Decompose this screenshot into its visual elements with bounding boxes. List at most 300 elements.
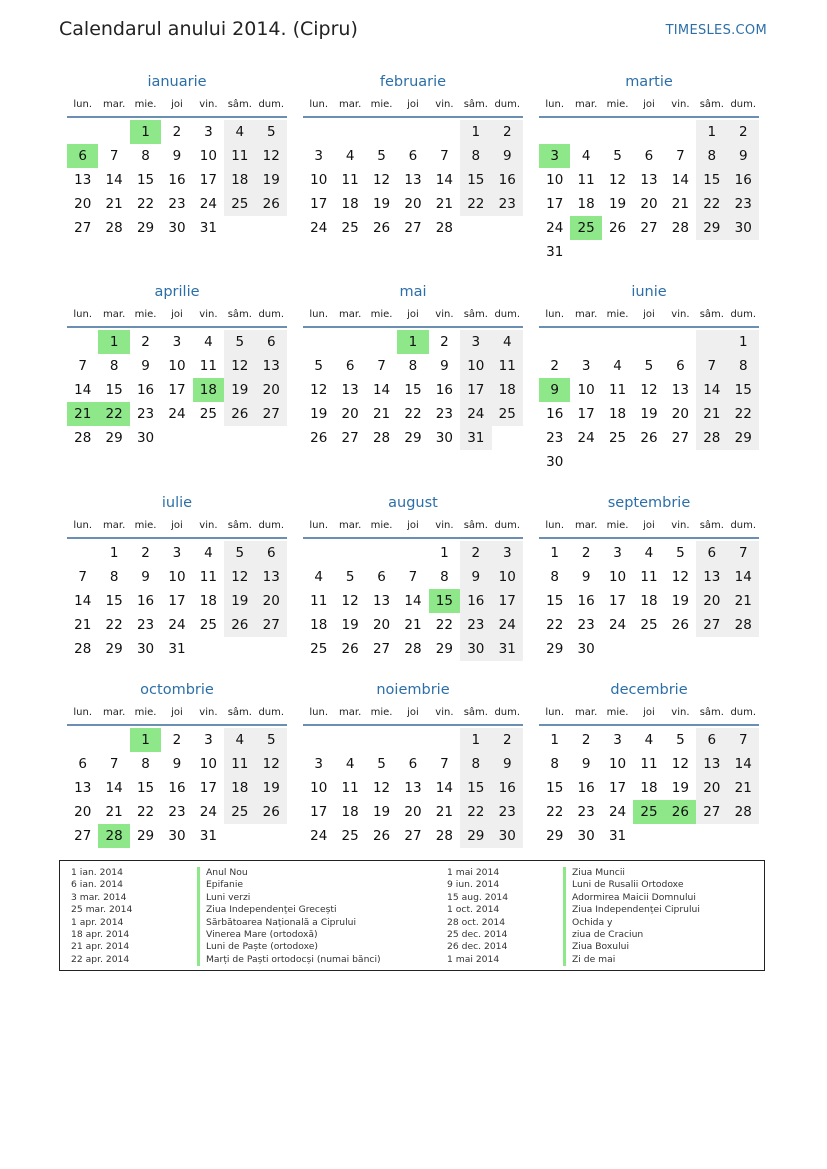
weekday-label: vin. bbox=[671, 309, 690, 320]
holiday-day: 9 bbox=[539, 378, 570, 402]
day: 4 bbox=[345, 756, 355, 772]
holiday-date: 18 apr. 2014 bbox=[71, 928, 130, 940]
header-rule bbox=[303, 537, 523, 539]
weekend-day: 18 bbox=[224, 168, 255, 192]
weekend-day: 12 bbox=[224, 565, 255, 589]
day: 23 bbox=[577, 617, 595, 633]
empty-day bbox=[397, 541, 428, 565]
empty-day bbox=[366, 330, 397, 354]
empty-day bbox=[633, 824, 664, 848]
day: 7 bbox=[78, 358, 87, 374]
day: 20 bbox=[404, 804, 422, 820]
day: 3 bbox=[314, 148, 323, 164]
weekday-label: vin. bbox=[671, 99, 690, 110]
day: 21 bbox=[671, 196, 689, 212]
empty-day bbox=[224, 824, 255, 848]
day: 12 bbox=[640, 382, 658, 398]
day: 5 bbox=[676, 732, 685, 748]
day: 10 bbox=[608, 756, 627, 772]
empty-day bbox=[334, 330, 365, 354]
day: 2 bbox=[141, 334, 150, 350]
weekday-label: sâm. bbox=[227, 309, 252, 320]
day: 29 bbox=[546, 828, 564, 844]
weekday-label: dum. bbox=[494, 520, 521, 531]
weekday-label: dum. bbox=[494, 309, 521, 320]
day: 3 bbox=[172, 545, 182, 561]
weekday-label: vin. bbox=[199, 309, 218, 320]
header-rule bbox=[539, 116, 759, 118]
empty-day bbox=[696, 240, 727, 264]
weekday-label: joi bbox=[643, 99, 655, 110]
day: 8 bbox=[141, 756, 150, 772]
weekend-day: 13 bbox=[696, 565, 727, 589]
holiday-day: 21 bbox=[67, 402, 98, 426]
day: 10 bbox=[310, 172, 328, 188]
weekend-day: 1 bbox=[460, 120, 491, 144]
holiday-day: 1 bbox=[397, 330, 428, 354]
empty-day bbox=[193, 637, 224, 661]
weekday-header bbox=[539, 305, 759, 325]
empty-day bbox=[67, 541, 98, 565]
day: 31 bbox=[199, 220, 217, 236]
weekend-day: 29 bbox=[460, 824, 491, 848]
holiday-day: 25 bbox=[633, 800, 664, 824]
day: 6 bbox=[644, 148, 654, 164]
empty-day bbox=[602, 330, 633, 354]
holiday-day: 28 bbox=[98, 824, 129, 848]
weekday-label: joi bbox=[407, 707, 419, 718]
holiday-name: Epifanie bbox=[197, 879, 381, 891]
day: 15 bbox=[404, 382, 422, 398]
weekend-day: 16 bbox=[728, 168, 759, 192]
empty-day bbox=[696, 450, 727, 474]
empty-day bbox=[728, 637, 759, 661]
day: 17 bbox=[168, 382, 186, 398]
weekend-day: 18 bbox=[492, 378, 523, 402]
weekend-day: 5 bbox=[224, 541, 255, 565]
weekday-label: dum. bbox=[258, 707, 285, 718]
weekday-header bbox=[539, 703, 759, 723]
empty-day bbox=[224, 426, 255, 450]
day: 20 bbox=[404, 196, 422, 212]
weekday-label: mie. bbox=[134, 707, 157, 718]
day: 4 bbox=[204, 334, 213, 350]
weekday-label: dum. bbox=[730, 520, 757, 531]
empty-day bbox=[256, 824, 287, 848]
day: 24 bbox=[168, 406, 186, 422]
day: 18 bbox=[577, 196, 595, 212]
day: 24 bbox=[310, 220, 328, 236]
day-grid bbox=[67, 728, 287, 848]
day: 10 bbox=[168, 569, 186, 585]
weekend-day: 21 bbox=[728, 776, 759, 800]
day: 30 bbox=[577, 828, 595, 844]
day: 19 bbox=[341, 617, 359, 633]
weekend-day: 24 bbox=[460, 402, 491, 426]
empty-day bbox=[193, 426, 224, 450]
weekend-day: 27 bbox=[256, 402, 287, 426]
empty-day bbox=[303, 541, 334, 565]
day: 12 bbox=[671, 756, 689, 772]
empty-day bbox=[633, 637, 664, 661]
day: 11 bbox=[640, 569, 658, 585]
month-name: iulie bbox=[161, 495, 193, 511]
day: 17 bbox=[199, 780, 217, 796]
weekend-day: 8 bbox=[728, 354, 759, 378]
day: 25 bbox=[310, 641, 328, 657]
day: 13 bbox=[74, 172, 92, 188]
day-grid bbox=[67, 120, 287, 240]
empty-day bbox=[570, 120, 601, 144]
day: 22 bbox=[136, 196, 155, 212]
weekend-day: 3 bbox=[492, 541, 523, 565]
weekday-label: sâm. bbox=[699, 309, 724, 320]
day: 2 bbox=[581, 545, 591, 561]
day: 31 bbox=[199, 828, 217, 844]
day: 3 bbox=[204, 732, 213, 748]
day: 15 bbox=[546, 780, 564, 796]
month-februarie bbox=[303, 69, 523, 240]
day: 25 bbox=[640, 617, 658, 633]
day: 9 bbox=[581, 756, 591, 772]
weekday-label: mar. bbox=[339, 99, 362, 110]
empty-day bbox=[570, 450, 601, 474]
day-grid bbox=[539, 330, 759, 474]
empty-day bbox=[67, 330, 98, 354]
weekend-day: 30 bbox=[492, 824, 523, 848]
day: 8 bbox=[440, 569, 449, 585]
day: 19 bbox=[671, 593, 689, 609]
holiday-day: 3 bbox=[539, 144, 570, 168]
month-decembrie bbox=[539, 677, 759, 848]
day: 28 bbox=[404, 641, 422, 657]
day: 31 bbox=[168, 641, 186, 657]
weekend-day: 22 bbox=[696, 192, 727, 216]
weekend-day: 31 bbox=[492, 637, 523, 661]
day: 29 bbox=[136, 828, 155, 844]
month-noiembrie bbox=[303, 677, 523, 848]
weekday-label: joi bbox=[171, 99, 183, 110]
day: 15 bbox=[105, 382, 123, 398]
weekday-label: mie. bbox=[606, 520, 629, 531]
empty-day bbox=[633, 240, 664, 264]
weekend-day: 25 bbox=[224, 800, 255, 824]
day: 5 bbox=[676, 545, 685, 561]
month-name: iunie bbox=[631, 284, 667, 300]
day: 23 bbox=[136, 617, 155, 633]
day: 11 bbox=[608, 382, 627, 398]
day: 21 bbox=[404, 617, 422, 633]
holiday-name: Ochida y bbox=[563, 917, 700, 929]
weekday-label: vin. bbox=[671, 707, 690, 718]
day: 27 bbox=[74, 828, 92, 844]
weekend-day: 27 bbox=[256, 613, 287, 637]
day: 15 bbox=[136, 780, 155, 796]
day: 26 bbox=[372, 220, 391, 236]
day: 16 bbox=[435, 382, 453, 398]
holiday-name: Marți de Paști ortodocși (numai bănci) bbox=[197, 954, 381, 966]
day: 3 bbox=[314, 756, 323, 772]
empty-day bbox=[161, 426, 192, 450]
day: 18 bbox=[608, 406, 627, 422]
weekday-header bbox=[67, 516, 287, 536]
weekend-day: 12 bbox=[224, 354, 255, 378]
day: 23 bbox=[136, 406, 155, 422]
day: 21 bbox=[372, 406, 391, 422]
day: 25 bbox=[341, 220, 359, 236]
weekend-day: 29 bbox=[696, 216, 727, 240]
holiday-date: 1 oct. 2014 bbox=[447, 904, 500, 916]
weekday-label: mar. bbox=[103, 99, 126, 110]
day-grid bbox=[303, 120, 523, 240]
weekend-day: 10 bbox=[492, 565, 523, 589]
day: 14 bbox=[671, 172, 689, 188]
weekday-header bbox=[539, 516, 759, 536]
day: 30 bbox=[168, 220, 186, 236]
empty-day bbox=[67, 120, 98, 144]
day: 19 bbox=[310, 406, 328, 422]
weekday-label: sâm. bbox=[227, 707, 252, 718]
month-name: februarie bbox=[379, 74, 447, 90]
day: 23 bbox=[577, 804, 595, 820]
weekday-label: mar. bbox=[339, 520, 362, 531]
day: 16 bbox=[577, 593, 595, 609]
day: 16 bbox=[577, 780, 595, 796]
day: 22 bbox=[136, 804, 155, 820]
day: 7 bbox=[109, 148, 119, 164]
holiday-name: Ziua Muncii bbox=[563, 867, 700, 879]
day: 23 bbox=[435, 406, 453, 422]
holiday-name: Vinerea Mare (ortodoxă) bbox=[197, 929, 381, 941]
weekend-day: 16 bbox=[460, 589, 491, 613]
day-grid bbox=[67, 330, 287, 450]
weekend-day: 10 bbox=[460, 354, 491, 378]
holiday-date: 1 apr. 2014 bbox=[71, 916, 124, 928]
day: 28 bbox=[372, 430, 391, 446]
weekday-label: sâm. bbox=[227, 520, 252, 531]
day: 2 bbox=[581, 732, 591, 748]
empty-day bbox=[303, 120, 334, 144]
day: 19 bbox=[640, 406, 658, 422]
empty-day bbox=[492, 216, 523, 240]
empty-day bbox=[570, 240, 601, 264]
day: 16 bbox=[168, 172, 186, 188]
header-rule bbox=[67, 326, 287, 328]
day: 13 bbox=[372, 593, 391, 609]
month-name: august bbox=[388, 495, 438, 511]
weekday-label: dum. bbox=[730, 309, 757, 320]
month-name: noiembrie bbox=[376, 682, 450, 698]
day: 28 bbox=[74, 641, 92, 657]
month-name: martie bbox=[625, 74, 673, 90]
weekend-day: 7 bbox=[696, 354, 727, 378]
weekend-day: 8 bbox=[460, 144, 491, 168]
day: 5 bbox=[314, 358, 323, 374]
empty-day bbox=[460, 216, 491, 240]
day: 30 bbox=[168, 828, 186, 844]
weekday-label: lun. bbox=[73, 99, 93, 110]
empty-day bbox=[256, 426, 287, 450]
weekend-day: 19 bbox=[256, 776, 287, 800]
day: 17 bbox=[199, 172, 217, 188]
weekend-day: 1 bbox=[460, 728, 491, 752]
holiday-name: Luni verzi bbox=[197, 892, 381, 904]
day-grid bbox=[539, 541, 759, 661]
day: 10 bbox=[199, 756, 217, 772]
weekend-day: 14 bbox=[696, 378, 727, 402]
weekday-label: mie. bbox=[370, 520, 393, 531]
holiday-date: 1 mai 2014 bbox=[447, 867, 500, 878]
weekend-day: 11 bbox=[492, 354, 523, 378]
empty-day bbox=[665, 637, 696, 661]
weekday-label: dum. bbox=[258, 99, 285, 110]
day: 10 bbox=[608, 569, 627, 585]
weekend-day: 5 bbox=[224, 330, 255, 354]
day: 17 bbox=[310, 804, 328, 820]
day: 4 bbox=[644, 732, 654, 748]
day: 3 bbox=[613, 545, 622, 561]
weekend-day: 6 bbox=[696, 541, 727, 565]
weekday-label: sâm. bbox=[463, 309, 488, 320]
empty-day bbox=[98, 120, 129, 144]
day: 17 bbox=[168, 593, 186, 609]
header-rule bbox=[303, 724, 523, 726]
holiday-date: 3 mar. 2014 bbox=[71, 891, 127, 903]
day: 25 bbox=[199, 406, 217, 422]
weekday-header bbox=[67, 305, 287, 325]
weekday-label: dum. bbox=[258, 520, 285, 531]
day: 10 bbox=[310, 780, 328, 796]
legend-dates-left bbox=[71, 867, 132, 966]
day: 26 bbox=[608, 220, 627, 236]
day: 30 bbox=[577, 641, 595, 657]
weekday-label: sâm. bbox=[699, 520, 724, 531]
empty-day bbox=[366, 120, 397, 144]
month-martie bbox=[539, 69, 759, 264]
weekday-label: sâm. bbox=[463, 707, 488, 718]
day: 5 bbox=[377, 756, 386, 772]
weekday-header bbox=[303, 703, 523, 723]
holiday-date: 28 oct. 2014 bbox=[447, 916, 506, 928]
weekend-day: 30 bbox=[460, 637, 491, 661]
day: 20 bbox=[671, 406, 689, 422]
day: 29 bbox=[105, 430, 123, 446]
weekday-label: joi bbox=[171, 309, 183, 320]
holiday-name: Zi de mai bbox=[563, 954, 700, 966]
weekend-day: 18 bbox=[224, 776, 255, 800]
weekday-label: lun. bbox=[309, 309, 329, 320]
day: 7 bbox=[78, 569, 87, 585]
day: 6 bbox=[377, 569, 386, 585]
legend-names-right bbox=[563, 867, 700, 966]
day: 6 bbox=[676, 358, 685, 374]
day: 27 bbox=[640, 220, 658, 236]
day: 19 bbox=[372, 804, 391, 820]
brand-logo-text[interactable]: TIMESLES.COM bbox=[665, 23, 767, 38]
weekday-label: dum. bbox=[494, 707, 521, 718]
day: 7 bbox=[109, 756, 119, 772]
day: 28 bbox=[671, 220, 689, 236]
month-name: ianuarie bbox=[147, 74, 207, 90]
empty-day bbox=[256, 216, 287, 240]
day: 27 bbox=[404, 220, 422, 236]
holiday-date: 21 apr. 2014 bbox=[71, 941, 130, 953]
day: 8 bbox=[550, 569, 559, 585]
holiday-date: 9 iun. 2014 bbox=[447, 879, 500, 891]
holiday-name: Luni de Paște (ortodoxe) bbox=[197, 941, 381, 953]
day: 4 bbox=[204, 545, 213, 561]
weekend-day: 5 bbox=[256, 120, 287, 144]
holiday-day: 26 bbox=[665, 800, 696, 824]
day: 13 bbox=[671, 382, 689, 398]
weekend-day: 13 bbox=[256, 354, 287, 378]
weekend-day: 6 bbox=[256, 330, 287, 354]
weekday-label: joi bbox=[407, 99, 419, 110]
day: 6 bbox=[345, 358, 355, 374]
empty-day bbox=[602, 637, 633, 661]
weekday-header bbox=[303, 516, 523, 536]
empty-day bbox=[397, 728, 428, 752]
weekday-label: lun. bbox=[73, 707, 93, 718]
header-rule bbox=[67, 537, 287, 539]
day: 24 bbox=[199, 196, 217, 212]
empty-day bbox=[728, 240, 759, 264]
weekend-day: 13 bbox=[696, 752, 727, 776]
weekday-label: sâm. bbox=[699, 707, 724, 718]
day-grid bbox=[539, 728, 759, 848]
holiday-name: Anul Nou bbox=[197, 867, 381, 879]
empty-day bbox=[334, 120, 365, 144]
day: 17 bbox=[546, 196, 564, 212]
day: 6 bbox=[408, 148, 418, 164]
header-rule bbox=[539, 537, 759, 539]
legend-names-left bbox=[197, 867, 381, 966]
holiday-legend bbox=[59, 860, 765, 971]
empty-day bbox=[303, 728, 334, 752]
day: 3 bbox=[613, 732, 622, 748]
holiday-name: Ziua Boxului bbox=[563, 941, 700, 953]
month-name: octombrie bbox=[140, 682, 214, 698]
weekday-label: mar. bbox=[103, 520, 126, 531]
weekday-label: mar. bbox=[575, 309, 598, 320]
holiday-name: Luni de Rusalii Ortodoxe bbox=[563, 879, 700, 891]
weekday-label: mie. bbox=[370, 309, 393, 320]
day: 15 bbox=[546, 593, 564, 609]
weekday-label: lun. bbox=[545, 309, 565, 320]
day: 5 bbox=[345, 569, 355, 585]
header-rule bbox=[303, 326, 523, 328]
day: 8 bbox=[141, 148, 150, 164]
weekend-day: 27 bbox=[696, 800, 727, 824]
month-septembrie bbox=[539, 490, 759, 661]
day: 19 bbox=[608, 196, 627, 212]
day: 24 bbox=[608, 617, 627, 633]
empty-day bbox=[366, 541, 397, 565]
header-rule bbox=[303, 116, 523, 118]
weekend-day: 28 bbox=[696, 426, 727, 450]
weekday-label: lun. bbox=[73, 520, 93, 531]
weekday-header bbox=[67, 95, 287, 115]
day: 14 bbox=[74, 382, 92, 398]
day-grid bbox=[539, 120, 759, 264]
day: 14 bbox=[404, 593, 422, 609]
day: 23 bbox=[546, 430, 564, 446]
day: 18 bbox=[640, 780, 658, 796]
day: 2 bbox=[141, 545, 150, 561]
empty-day bbox=[665, 330, 696, 354]
day: 12 bbox=[372, 172, 391, 188]
day: 26 bbox=[372, 828, 391, 844]
